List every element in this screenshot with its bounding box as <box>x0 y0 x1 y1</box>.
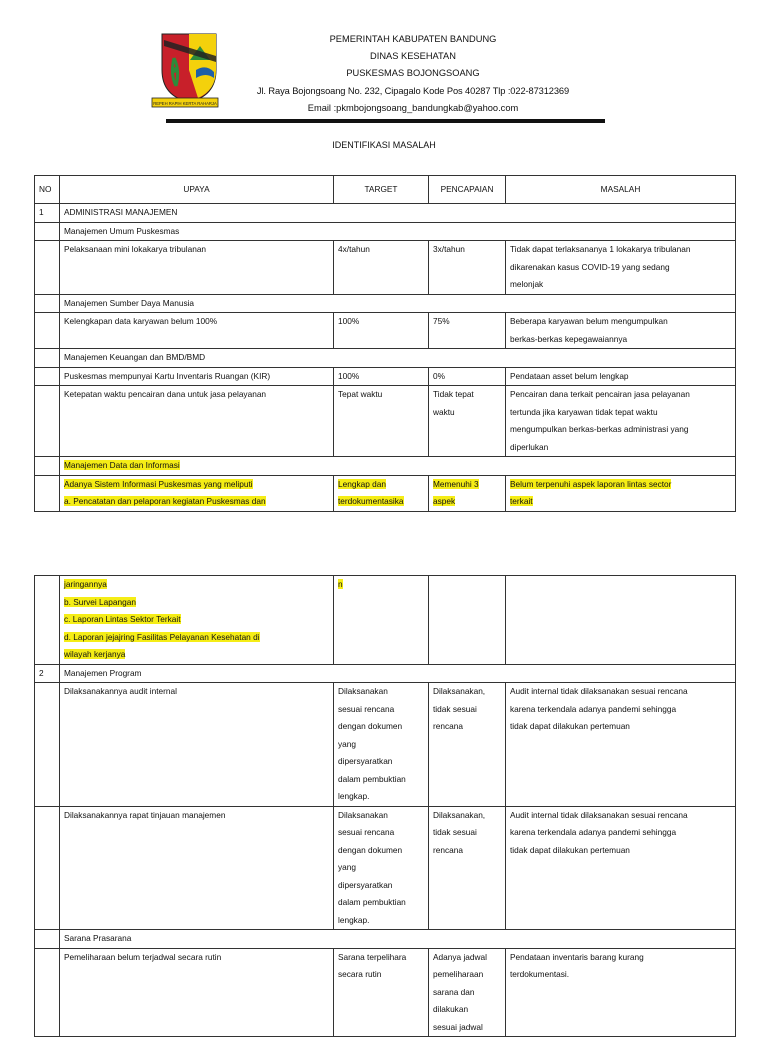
subsection-row <box>35 930 736 949</box>
subsection-title: Manajemen Keuangan dan BMD/BMD <box>60 349 736 368</box>
upaya-cell: Kelengkapan data karyawan belum 100% <box>60 313 334 349</box>
logo-ribbon-text: REPEH RAPIH KERTA RAHARJA <box>153 101 217 106</box>
subsection-row <box>35 457 736 476</box>
table-row <box>35 576 736 665</box>
pencapaian-cell: Dilaksanakan, tidak sesuai rencana <box>429 683 506 807</box>
letterhead-divider <box>166 119 605 123</box>
table-row <box>35 475 736 511</box>
subsection-row <box>35 349 736 368</box>
subsection-title: Manajemen Data dan Informasi <box>60 457 736 476</box>
section-title: Manajemen Program <box>60 664 736 683</box>
subsection-title: Manajemen Umum Puskesmas <box>60 222 736 241</box>
header-email: Email :pkmbojongsoang_bandungkab@yahoo.com <box>307 102 519 113</box>
table-header-row <box>35 176 736 204</box>
upaya-cell: Adanya Sistem Informasi Puskesmas yang meliputi a. Pencatatan dan pelaporan kegiatan Puskesmas dan <box>60 475 334 511</box>
col-header-pencapaian: PENCAPAIAN <box>429 176 506 204</box>
document-title: IDENTIFIKASI MASALAH <box>332 140 436 150</box>
upaya-cell: jaringannya b. Survei Lapangan c. Laporan Lintas Sektor Terkait d. Laporan jejajring Fasilitas Pelayanan Kesehatan di wilayah kerjanya <box>60 576 334 665</box>
pencapaian-cell: Adanya jadwal pemeliharaan sarana dan dilakukan sesuai jadwal <box>429 948 506 1037</box>
pencapaian-cell: 75% <box>429 313 506 349</box>
header-government: PEMERINTAH KABUPATEN BANDUNG <box>329 34 497 44</box>
header-address: Jl. Raya Bojongsoang No. 232, Cipagalo Kode Pos 40287 Tlp :022-87312369 <box>256 85 570 96</box>
upaya-cell: Dilaksanakannya audit internal <box>60 683 334 807</box>
table-row <box>35 241 736 295</box>
kabupaten-bandung-logo <box>150 30 222 112</box>
pencapaian-cell: Tidak tepat waktu <box>429 386 506 457</box>
masalah-cell: Audit internal tidak dilaksanakan sesuai rencana karena terkendala adanya pandemi sehingga tidak dapat dilakukan pertemuan <box>506 683 736 807</box>
pencapaian-cell: 0% <box>429 367 506 386</box>
masalah-cell: Belum terpenuhi aspek laporan lintas sector terkait <box>506 475 736 511</box>
problem-table-part1 <box>34 175 736 512</box>
section-row <box>35 204 736 223</box>
col-header-upaya: UPAYA <box>60 176 334 204</box>
table-row <box>35 683 736 807</box>
col-header-target: TARGET <box>334 176 429 204</box>
masalah-cell: Pencairan dana terkait pencairan jasa pelayanan tertunda jika karyawan tidak tepat waktu mengumpulkan berkas-berkas administrasi yang diperlukan <box>506 386 736 457</box>
section-title: ADMINISTRASI MANAJEMEN <box>60 204 736 223</box>
pencapaian-cell: 3x/tahun <box>429 241 506 295</box>
target-cell: Lengkap dan terdokumentasika <box>334 475 429 511</box>
subsection-title: Manajemen Sumber Daya Manusia <box>60 294 736 313</box>
target-cell: 100% <box>334 367 429 386</box>
section-number: 2 <box>35 664 60 683</box>
masalah-cell: Beberapa karyawan belum mengumpulkan berkas-berkas kepegawaiannya <box>506 313 736 349</box>
target-cell: Sarana terpelihara secara rutin <box>334 948 429 1037</box>
target-cell: Dilaksanakan sesuai rencana dengan dokumen yang dipersyaratkan dalam pembuktian lengkap. <box>334 806 429 930</box>
target-cell: Dilaksanakan sesuai rencana dengan dokumen yang dipersyaratkan dalam pembuktian lengkap. <box>334 683 429 807</box>
header-department: DINAS KESEHATAN <box>370 51 456 62</box>
table-row <box>35 806 736 930</box>
section-row <box>35 664 736 683</box>
table-row <box>35 313 736 349</box>
masalah-cell: Pendataan asset belum lengkap <box>506 367 736 386</box>
upaya-cell: Pelaksanaan mini lokakarya tribulanan <box>60 241 334 295</box>
masalah-cell: Tidak dapat terlaksananya 1 lokakarya tribulanan dikarenakan kasus COVID-19 yang sedang melonjak <box>506 241 736 295</box>
masalah-cell: Audit internal tidak dilaksanakan sesuai rencana karena terkendala adanya pandemi sehingga tidak dapat dilakukan pertemuan <box>506 806 736 930</box>
table-row <box>35 367 736 386</box>
pencapaian-cell: Memenuhi 3 aspek <box>429 475 506 511</box>
pencapaian-cell: Dilaksanakan, tidak sesuai rencana <box>429 806 506 930</box>
target-cell: Tepat waktu <box>334 386 429 457</box>
upaya-cell: Ketepatan waktu pencairan dana untuk jasa pelayanan <box>60 386 334 457</box>
col-header-no: NO <box>35 176 60 204</box>
masalah-cell: Pendataan inventaris barang kurang terdokumentasi. <box>506 948 736 1037</box>
col-header-masalah: MASALAH <box>506 176 736 204</box>
letterhead <box>228 31 598 117</box>
problem-table-part2 <box>34 575 736 1037</box>
table-row <box>35 386 736 457</box>
upaya-cell: Pemeliharaan belum terjadwal secara rutin <box>60 948 334 1037</box>
header-puskesmas: PUSKESMAS BOJONGSOANG <box>346 68 480 79</box>
subsection-row <box>35 222 736 241</box>
section-number: 1 <box>35 204 60 223</box>
subsection-row <box>35 294 736 313</box>
target-cell: 100% <box>334 313 429 349</box>
target-cell: 4x/tahun <box>334 241 429 295</box>
target-cell: n <box>334 576 429 665</box>
upaya-cell: Dilaksanakannya rapat tinjauan manajemen <box>60 806 334 930</box>
subsection-title: Sarana Prasarana <box>60 930 736 949</box>
upaya-cell: Puskesmas mempunyai Kartu Inventaris Ruangan (KIR) <box>60 367 334 386</box>
table-row <box>35 948 736 1037</box>
